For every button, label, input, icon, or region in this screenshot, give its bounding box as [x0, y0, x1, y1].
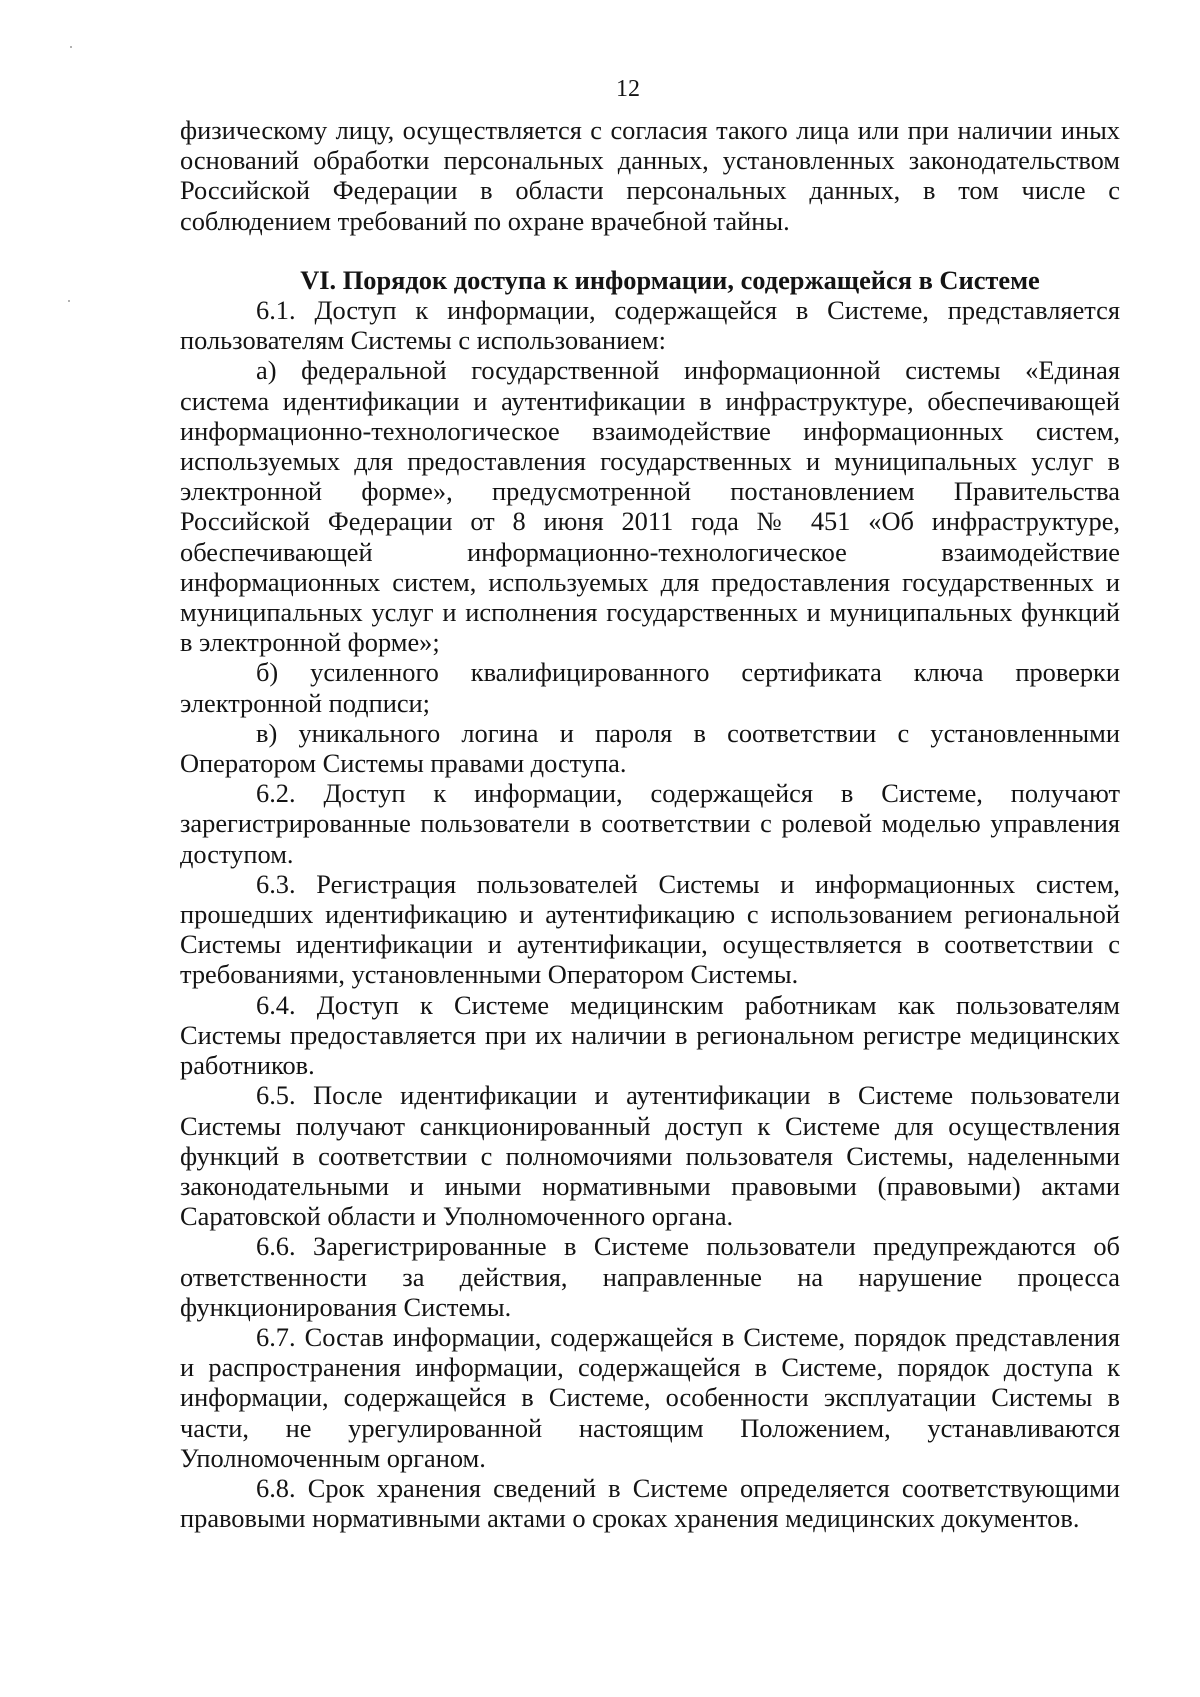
paragraph-6-1-a: а) федеральной государственной информационной системы «Единая система идентификации и аутентификации в инфраструктуре, обеспечивающей информационно-технологическое взаимодействие информационных систем, используемых для предоставления государственных и муниципальных услуг в электронной форме», предусмотренной постановлением Правительства Российской Федерации от 8 июня 2011 года № 451 «Об инфраструктуре, обеспечивающей информационно-технологическое взаимодействие информационных систем, используемых для предоставления государственных и муниципальных услуг и исполнения государственных и муниципальных функций в электронной форме»;	[180, 355, 1120, 658]
page-number-text: 12	[616, 76, 640, 102]
paragraph-6-5: 6.5. После идентификации и аутентификации в Системе пользователи Системы получают санкционированный доступ к Системе для осуществления функций в соответствии с полномочиями пользователя Системы, наделенными законодательными и иными нормативными правовыми (правовыми) актами Саратовской области и Уполномоченного органа.	[180, 1080, 1120, 1232]
paragraph-6-8: 6.8. Срок хранения сведений в Системе определяется соответствующими правовыми нормативными актами о сроках хранения медицинских документов.	[180, 1472, 1120, 1534]
paragraph-6-6: 6.6. Зарегистрированные в Системе пользователи предупреждаются об ответственности за действия, направленные на нарушение процесса функционирования Системы.	[180, 1231, 1120, 1322]
paragraph-6-3: 6.3. Регистрация пользователей Системы и информационных систем, прошедших идентификацию и аутентификацию с использованием региональной Системы идентификации и аутентификации, осуществляется в соответствии с требованиями, установленными Оператором Системы.	[180, 868, 1120, 990]
scan-speck	[68, 300, 70, 302]
page-number	[0, 74, 1200, 104]
paragraph-6-7: 6.7. Состав информации, содержащейся в Системе, порядок представления и распространения информации, содержащейся в Системе, порядок доступа к информации, содержащейся в Системе, особенности эксплуатации Системы в части, не урегулированной настоящим Положением, устанавливаются Уполномоченным органом.	[180, 1321, 1120, 1473]
lead-paragraph: физическому лицу, осуществляется с согласия такого лица или при наличии иных оснований обработки персональных данных, установленных законодательством Российской Федерации в области персональных данных, в том числе с соблюдением требований по охране врачебной тайны.	[180, 115, 1120, 236]
paragraph-6-1-v: в) уникального логина и пароля в соответствии с установленными Оператором Системы правами доступа.	[180, 717, 1120, 779]
document-body	[180, 115, 1120, 1533]
paragraph-6-1: 6.1. Доступ к информации, содержащейся в Системе, представляется пользователям Системы с использованием:	[180, 295, 1120, 356]
paragraph-6-1-b: б) усиленного квалифицированного сертификата ключа проверки электронной подписи;	[180, 657, 1120, 718]
paragraph-6-4: 6.4. Доступ к Системе медицинским работникам как пользователям Системы предоставляется при их наличии в региональном регистре медицинских работников.	[180, 989, 1120, 1081]
paragraph-6-2: 6.2. Доступ к информации, содержащейся в Системе, получают зарегистрированные пользователи в соответствии с ролевой моделью управления доступом.	[180, 778, 1120, 869]
scan-speck	[70, 46, 72, 48]
section-title: VI. Порядок доступа к информации, содержащейся в Системе	[300, 264, 1040, 295]
